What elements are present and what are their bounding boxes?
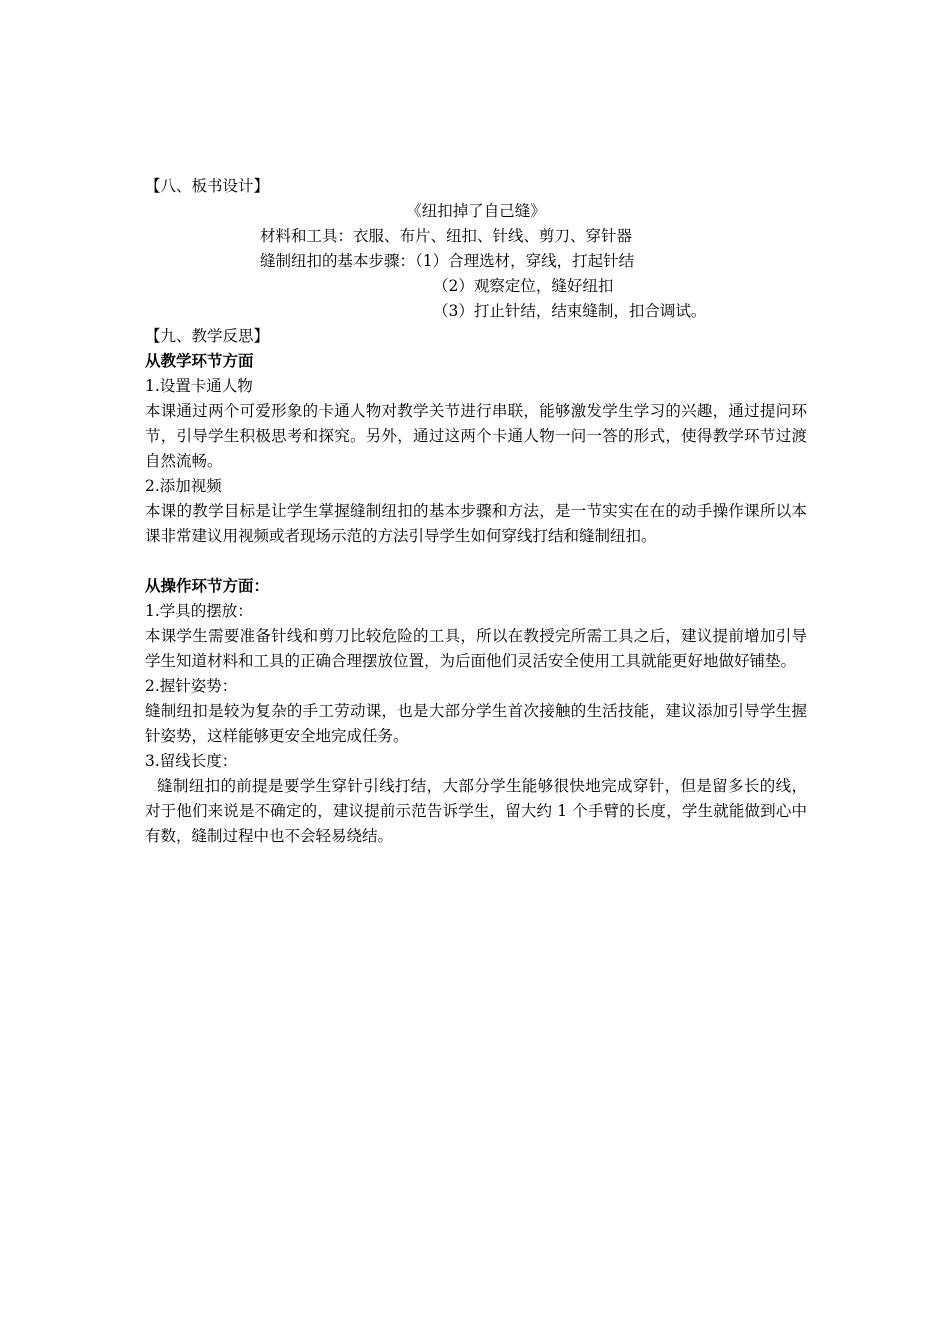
step-3: （3）打止针结，结束缝制，扣合调试。 <box>433 302 707 320</box>
document-page <box>145 174 807 849</box>
steps-label: 缝制纽扣的基本步骤： <box>260 252 416 270</box>
paragraph-gap <box>145 549 807 574</box>
operation-aspect-title: 从操作环节方面： <box>145 577 270 595</box>
step-1: （1）合理选材，穿线，打起针结 <box>415 252 635 270</box>
operation-item-2-title: 2.握针姿势： <box>145 677 238 695</box>
teaching-item-2-text: 本课的教学目标是让学生掌握缝制纽扣的基本步骤和方法，是一节实实在在的动手操作课所以本课非常建议用视频或者现场示范的方法引导学生如何穿线打结和缝制纽扣。 <box>145 502 807 545</box>
section-8-heading: 【八、板书设计】 <box>145 177 270 195</box>
teaching-item-1-text: 本课通过两个可爱形象的卡通人物对教学关节进行串联，能够激发学生学习的兴趣，通过提问环节，引导学生积极思考和探究。另外，通过这两个卡通人物一问一答的形式，使得教学环节过渡自然流畅。 <box>145 402 807 470</box>
operation-item-1-text: 本课学生需要准备针线和剪刀比较危险的工具，所以在教授完所需工具之后，建议提前增加引导学生知道材料和工具的正确合理摆放位置，为后面他们灵活安全使用工具就能更好地做好铺垫。 <box>145 627 807 670</box>
operation-item-3-text: 缝制纽扣的前提是要学生穿针引线打结，大部分学生能够很快地完成穿针，但是留多长的线，对于他们来说是不确定的，建议提前示范告诉学生，留大约 1 个手臂的长度，学生就能做到心中有数，缝制过程中也不会轻易绕结。 <box>145 777 807 845</box>
teaching-aspect-title: 从教学环节方面 <box>145 352 254 370</box>
operation-item-3-title: 3.留线长度： <box>145 752 238 770</box>
materials-line: 材料和工具：衣服、布片、纽扣、针线、剪刀、穿针器 <box>260 227 633 245</box>
operation-item-2-text: 缝制纽扣是较为复杂的手工劳动课，也是大部分学生首次接触的生活技能，建议添加引导学生握针姿势，这样能够更安全地完成任务。 <box>145 702 807 745</box>
operation-item-1-title: 1.学具的摆放： <box>145 602 253 620</box>
teaching-item-1-title: 1.设置卡通人物 <box>145 377 253 395</box>
step-2: （2）观察定位，缝好纽扣 <box>433 277 614 295</box>
steps-line <box>145 249 807 274</box>
section-9-heading: 【九、教学反思】 <box>145 327 270 345</box>
board-title: 《纽扣掉了自己缝》 <box>406 202 546 220</box>
teaching-item-2-title: 2.添加视频 <box>145 477 222 495</box>
